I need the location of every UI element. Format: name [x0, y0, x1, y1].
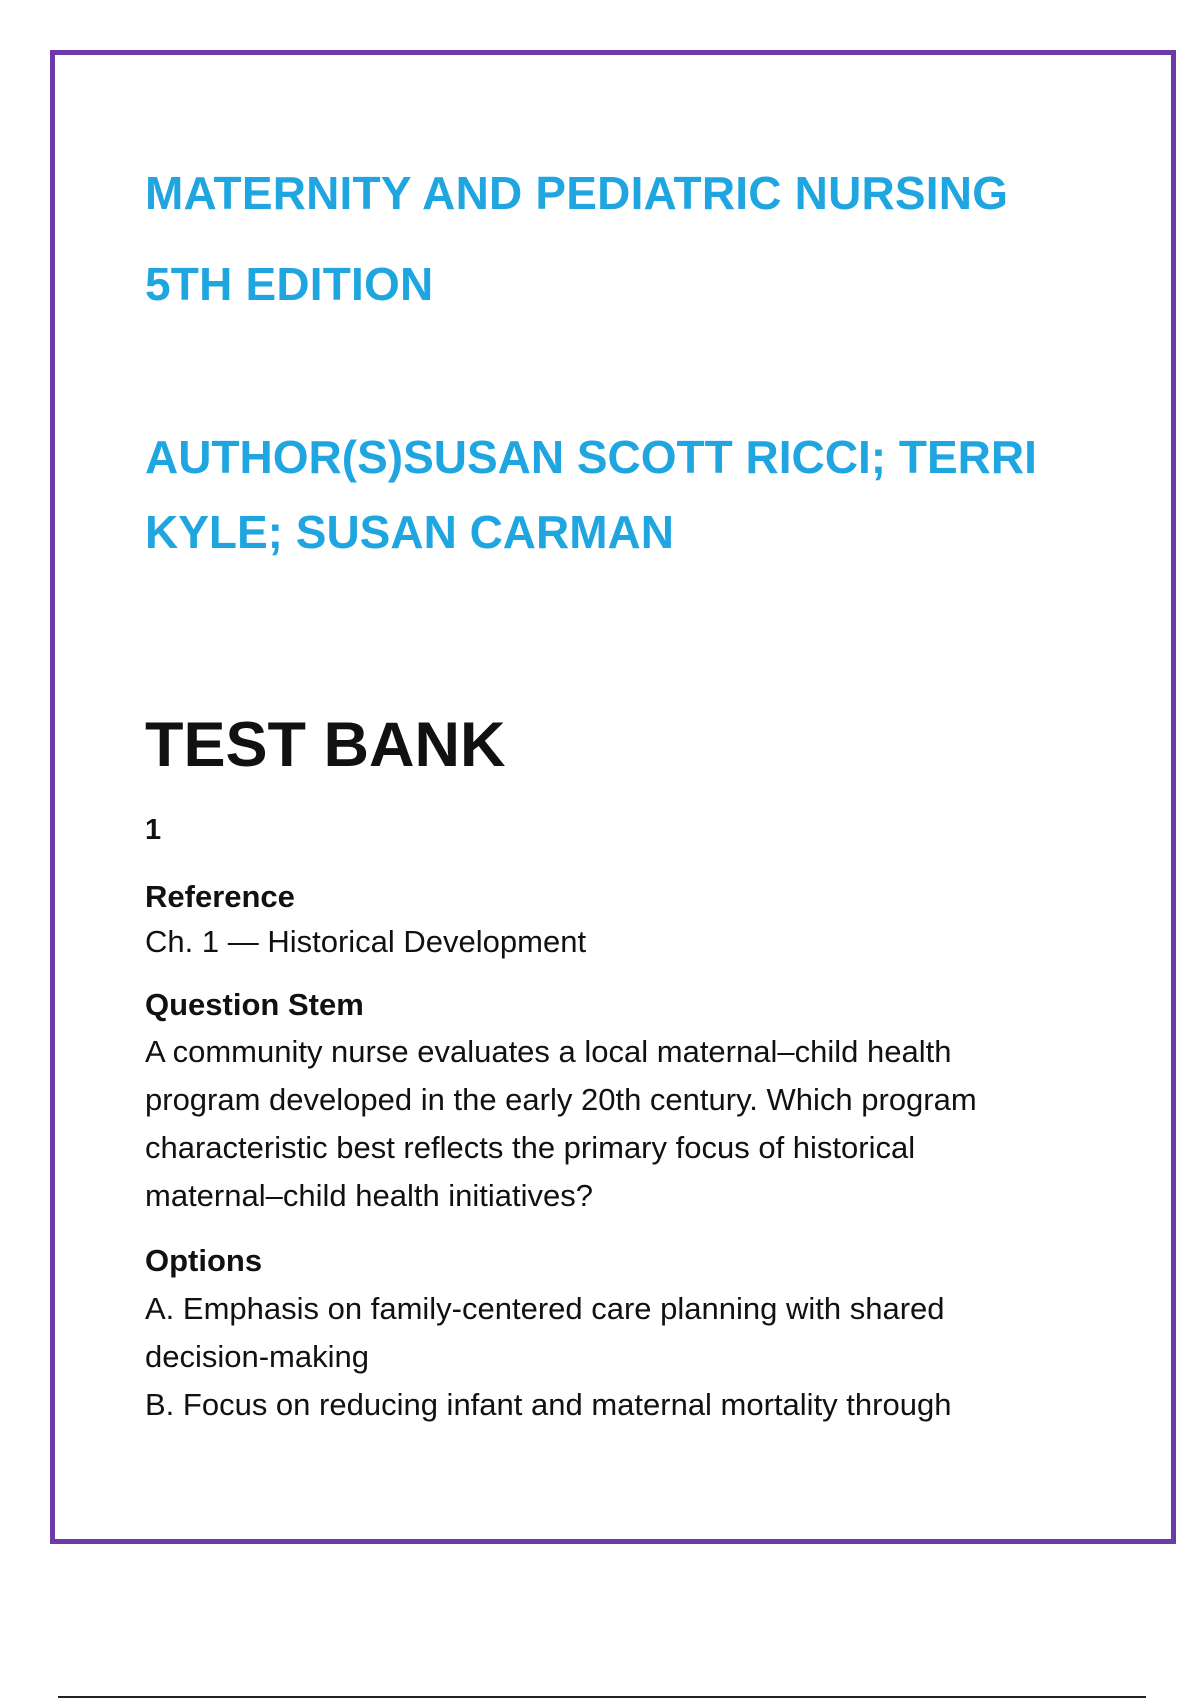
authors-line: KYLE; SUSAN CARMAN [145, 506, 674, 558]
stem-line: A community nurse evaluates a local maternal–child health [145, 1034, 952, 1069]
question-stem-label: Question Stem [145, 987, 364, 1022]
book-edition-line: 5TH EDITION [145, 258, 434, 310]
stem-line: characteristic best reflects the primary focus of historical [145, 1130, 916, 1165]
stem-line: program developed in the early 20th century. Which program [145, 1082, 977, 1117]
test-bank-heading: TEST BANK [145, 710, 506, 780]
authors-line: AUTHOR(S)SUSAN SCOTT RICCI; TERRI [145, 431, 1037, 483]
option-line: A. Emphasis on family-centered care planning with shared [145, 1291, 945, 1326]
option-line: decision-making [145, 1339, 369, 1374]
reference-line: Ch. 1 — Historical Development [145, 924, 587, 959]
question-number: 1 [145, 814, 162, 846]
book-title [145, 148, 1008, 330]
page-bottom-rule [58, 1696, 1146, 1698]
book-title-line: MATERNITY AND PEDIATRIC NURSING [145, 167, 1009, 219]
reference-text [145, 918, 586, 966]
stem-line: maternal–child health initiatives? [145, 1178, 594, 1213]
question-stem-text [145, 1028, 977, 1220]
reference-label: Reference [145, 879, 295, 914]
options-text [145, 1285, 951, 1429]
options-label: Options [145, 1243, 263, 1278]
book-authors [145, 420, 1037, 570]
option-line: B. Focus on reducing infant and maternal mortality through [145, 1387, 952, 1422]
